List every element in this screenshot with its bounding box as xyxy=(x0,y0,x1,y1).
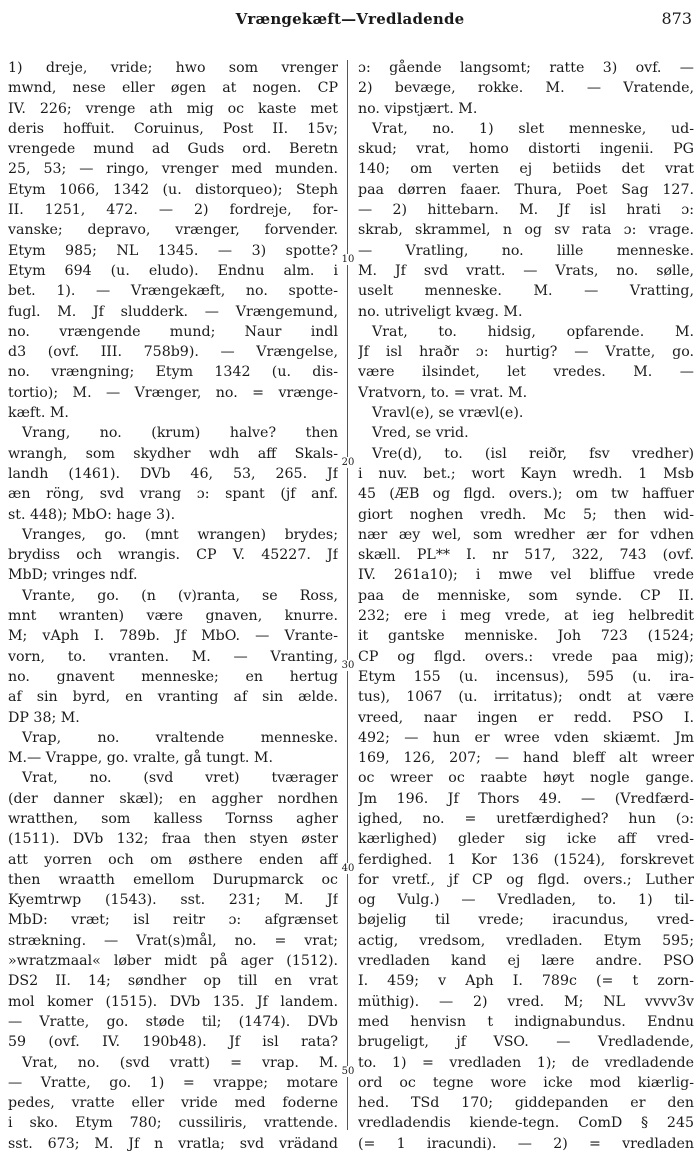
text-line: 140; om verten ej betiids det vrat xyxy=(358,161,694,178)
text-line: then wraatth emellom Durupmarck oc xyxy=(8,871,338,888)
text-line: landh (1461). DVb 46, 53, 265. Jf xyxy=(8,465,338,482)
text-line: att yorren och om østhere enden aff xyxy=(8,851,338,868)
text-line: — Vratte, go. 1) = vrappe; motare xyxy=(8,1074,338,1091)
text-line: M; vAph I. 789b. Jf MbO. — Vrante- xyxy=(8,628,338,645)
page-number: 873 xyxy=(661,9,692,28)
text-line: ferdighed. 1 Kor 136 (1524), forskrevet xyxy=(358,851,694,868)
text-line: no. vipstjært. M. xyxy=(358,100,478,117)
text-line: pedes, vratte eller vride med foderne xyxy=(8,1095,338,1112)
text-line: hed. TSd 170; giddepanden er den xyxy=(358,1095,694,1112)
text-line: Kyemtrwp (1543). sst. 231; M. Jf xyxy=(8,892,338,909)
text-line: brugeligt, jf VSO. — Vredladende, xyxy=(358,1034,694,1051)
text-line: skæll. PL** I. nr 517, 322, 743 (ovf. xyxy=(358,547,694,564)
text-line: it gantske menniske. Joh 723 (1524; xyxy=(358,628,694,645)
text-line: Vrante, go. (n (v)ranta, se Ross, xyxy=(22,587,338,604)
text-line: actig, vredsom, vredladen. Etym 595; xyxy=(358,932,694,949)
page-header xyxy=(0,0,700,40)
text-line: no. vrængende mund; Naur indl xyxy=(8,323,338,340)
line-number-30: 30 xyxy=(338,660,358,671)
text-line: 25, 53; — ringo, vrenger med munden. xyxy=(8,161,338,178)
text-line: d3 (ovf. III. 758b9). — Vrængelse, xyxy=(8,344,338,361)
text-line: no. vrængning; Etym 1342 (u. dis- xyxy=(8,364,338,381)
text-line: Vred, se vrid. xyxy=(372,425,469,442)
text-line: Vratvorn, to. = vrat. M. xyxy=(358,384,528,401)
text-line: strækning. — Vrat(s)mål, no. = vrat; xyxy=(8,932,338,949)
text-line: (1511). DVb 132; fraa then styen øster xyxy=(8,831,338,848)
text-line: vredladen kand ej lære andre. PSO xyxy=(358,953,694,970)
text-line: (= 1 iracundi). — 2) = vredladen xyxy=(358,1135,694,1152)
text-line: M. Jf svd vratt. — Vrats, no. sølle, xyxy=(358,262,694,279)
text-line: (der danner skæl); en aggher nordhen xyxy=(8,790,338,807)
text-line: Vrat, to. hidsig, opfarende. M. xyxy=(372,323,694,340)
line-number-40: 40 xyxy=(338,863,358,874)
right-column xyxy=(358,58,694,1154)
text-line: MbD: vræt; isl reitr ɔ: afgrænset xyxy=(8,912,338,929)
text-line: I. 459; v Aph I. 789c (= t zorn- xyxy=(358,973,694,990)
text-line: paa de menniske, som synde. CP II. xyxy=(358,587,694,604)
text-line: wratthen, som kalless Tornss agher xyxy=(8,810,338,827)
text-line: bet. 1). — Vrængekæft, no. spotte- xyxy=(8,283,338,300)
text-line: bøjelig til vrede; iracundus, vred- xyxy=(358,912,694,929)
column-rule xyxy=(347,60,348,1130)
left-column xyxy=(8,58,338,1154)
line-number-10: 10 xyxy=(338,254,358,265)
text-line: Etym 985; NL 1345. — 3) spotte? xyxy=(8,242,338,259)
text-line: ord oc tegne wore icke mod kiærlig- xyxy=(358,1074,694,1091)
text-line: no. utriveligt kvæg. M. xyxy=(358,303,523,320)
text-line: — Vratling, no. lille menneske. xyxy=(358,242,694,259)
text-line: müthig). — 2) vred. M; NL vvvv3v xyxy=(358,993,694,1010)
text-line: Jm 196. Jf Thors 49. — (Vredfærd- xyxy=(358,790,694,807)
text-line: — Vratte, go. støde til; (1474). DVb xyxy=(8,1013,338,1030)
text-line: st. 448); MbO: hage 3). xyxy=(8,506,176,523)
text-line: 2) bevæge, rokke. M. — Vratende, xyxy=(358,80,694,97)
text-line: kærlighed) gleder sig icke aff vred- xyxy=(358,831,694,848)
text-line: vanske; depravo, vrænger, forvender. xyxy=(8,222,338,239)
text-line: Vre(d), to. (isl reiðr, fsv vredher) xyxy=(372,445,694,462)
text-line: M.— Vrappe, go. vralte, gå tungt. M. xyxy=(8,750,273,767)
line-number-20: 20 xyxy=(338,457,358,468)
text-line: vorn, to. vranten. M. — Vranting, xyxy=(8,648,338,665)
text-line: vreed, naar ingen er redd. PSO I. xyxy=(358,709,694,726)
text-line: MbD; vringes ndf. xyxy=(8,567,138,584)
text-line: Vrang, no. (krum) halve? then xyxy=(22,425,338,442)
text-line: 45 (ÆB og flgd. overs.); om tw haffuer xyxy=(358,486,694,503)
text-line: skrab, skrammel, n og sv rata ɔ: vrage. xyxy=(358,222,694,239)
text-line: Vrat, no. (svd vratt) = vrap. M. xyxy=(22,1054,338,1071)
text-line: i nuv. bet.; wort Kayn wredh. 1 Msb xyxy=(358,465,694,482)
text-line: vredladendis kiende-tegn. ComD § 245 xyxy=(358,1115,694,1132)
text-line: no. gnavent menneske; en hertug xyxy=(8,668,338,685)
text-line: i sko. Etym 780; cussiliris, vrattende. xyxy=(8,1115,338,1132)
text-line: være ilsindet, let vredes. M. — xyxy=(358,364,694,381)
text-line: mwnd, nese eller øgen at nogen. CP xyxy=(8,80,338,97)
text-line: Jf isl hraðr ɔ: hurtig? — Vratte, go. xyxy=(358,344,694,361)
text-line: fugl. M. Jf sludderk. — Vrængemund, xyxy=(8,303,338,320)
text-line: og Vulg.) — Vredladen, to. 1) til- xyxy=(358,892,694,909)
line-number-50: 50 xyxy=(338,1066,358,1077)
text-line: for vretf., jf CP og flgd. overs.; Luther xyxy=(358,871,694,888)
text-line: uselt menneske. M. — Vratting, xyxy=(358,283,694,300)
text-line: Vranges, go. (mnt wrangen) brydes; xyxy=(22,526,338,543)
text-line: brydiss och wrangis. CP V. 45227. Jf xyxy=(8,547,338,564)
text-line: 1) dreje, vride; hwo som vrenger xyxy=(8,60,338,76)
text-line: DP 38; M. xyxy=(8,709,80,726)
text-line: CP og flgd. overs.: vrede paa mig); xyxy=(358,648,694,665)
text-line: IV. 261a10); i mwe vel bliffue vrede xyxy=(358,567,694,584)
text-line: II. 1251, 472. — 2) fordreje, for- xyxy=(8,202,338,219)
text-line: tortio); M. — Vrænger, no. = vrænge- xyxy=(8,384,338,401)
text-line: mnt wranten) være gnaven, knurre. xyxy=(8,608,338,625)
text-line: tus), 1067 (u. irritatus); ondt at være xyxy=(358,689,694,706)
text-line: Etym 694 (u. eludo). Endnu alm. i xyxy=(8,262,338,279)
text-line: — 2) hittebarn. M. Jf isl hrati ɔ: xyxy=(358,202,694,219)
text-line: ɔ: gående langsomt; ratte 3) ovf. — xyxy=(358,60,694,76)
text-line: Vravl(e), se vrævl(e). xyxy=(372,405,524,422)
text-line: af sin byrd, en vranting af sin ælde. xyxy=(8,689,338,706)
text-line: giort noghen vredh. Mc 5; then wid- xyxy=(358,506,694,523)
text-line: IV. 226; vrenge ath mig oc kaste met xyxy=(8,100,338,117)
text-line: 59 (ovf. IV. 190b48). Jf isl rata? xyxy=(8,1034,338,1051)
text-line: 492; — hun er wree vden skiæmt. Jm xyxy=(358,729,694,746)
text-line: deris hoffuit. Coruinus, Post II. 15v; xyxy=(8,120,338,137)
text-line: 169, 126, 207; — hand bleff alt wreer xyxy=(358,750,694,767)
text-line: Etym 155 (u. incensus), 595 (u. ira- xyxy=(358,668,694,685)
text-line: wrangh, som skydher wdh aff Skals- xyxy=(8,445,338,462)
running-head: Vrængekæft—Vredladende xyxy=(235,10,465,28)
text-line: ighed, no. = uretfærdighed? hun (ɔ: xyxy=(358,810,694,827)
text-line: sst. 673; M. Jf n vratla; svd vrädand xyxy=(8,1135,338,1152)
text-line: DS2 II. 14; søndher op till en vrat xyxy=(8,973,338,990)
text-line: 232; ere i meg vrede, at ieg helbredit xyxy=(358,608,694,625)
text-line: nær æy wel, som wredher ær for vdhen xyxy=(358,526,694,543)
text-line: paa dørren faaer. Thura, Poet Sag 127. xyxy=(358,181,694,198)
text-line: Vrat, no. (svd vret) tværager xyxy=(22,770,338,787)
text-line: æn röng, svd vrang ɔ: spant (jf anf. xyxy=(8,486,338,503)
text-line: Etym 1066, 1342 (u. distorqueo); Steph xyxy=(8,181,338,198)
text-line: vrengede mund ad Guds ord. Beretn xyxy=(8,141,338,158)
text-line: oc wreer oc raabte høyt nogle gange. xyxy=(358,770,694,787)
text-line: skud; vrat, homo distorti ingenii. PG xyxy=(358,141,694,158)
text-line: »wratzmaal« løber midt på ager (1512). xyxy=(8,953,338,970)
text-line: kæft. M. xyxy=(8,405,69,422)
text-line: mol komer (1515). DVb 135. Jf landem. xyxy=(8,993,338,1010)
text-line: Vrat, no. 1) slet menneske, ud- xyxy=(372,120,694,137)
text-line: med henvisn t indignabundus. Endnu xyxy=(358,1013,694,1030)
text-line: Vrap, no. vraltende menneske. xyxy=(22,729,338,746)
text-line: to. 1) = vredladen 1); de vredladende xyxy=(358,1054,694,1071)
